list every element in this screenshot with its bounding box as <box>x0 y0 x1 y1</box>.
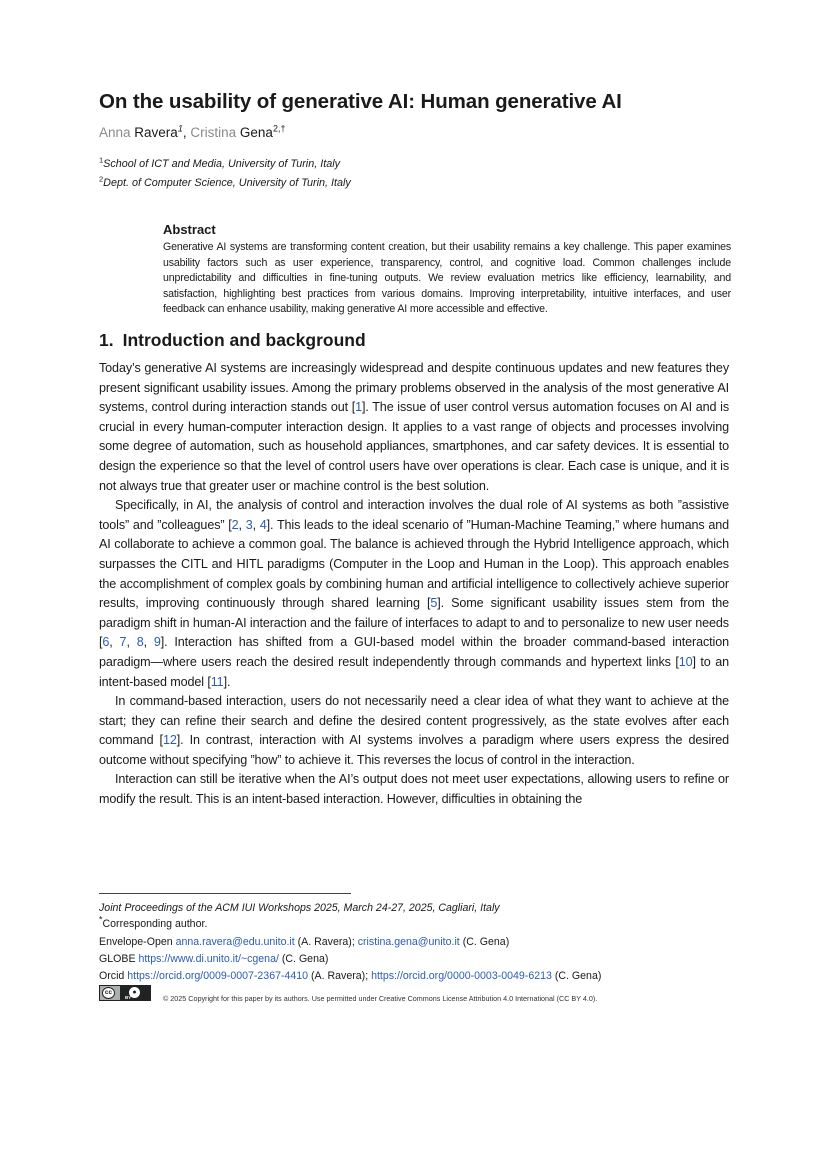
citation-link[interactable]: 6 <box>102 635 110 650</box>
orcid-link-gena[interactable]: https://orcid.org/0000-0003-0049-6213 <box>371 970 552 982</box>
paragraph-text-run: , <box>143 635 154 650</box>
paper-title: On the usability of generative AI: Human generative AI <box>99 90 622 113</box>
affiliation-2-mark: 2 <box>99 174 104 184</box>
citation-link[interactable]: 11 <box>210 674 224 689</box>
orcid-link-ravera[interactable]: https://orcid.org/0009-0007-2367-4410 <box>127 970 309 982</box>
author-2 <box>190 125 285 140</box>
footnote-corresponding <box>99 914 208 931</box>
paragraph-text-run: , <box>238 517 246 532</box>
citation-link[interactable]: 1 <box>355 400 362 415</box>
footnote-orcid <box>99 969 601 983</box>
citation-link[interactable]: 8 <box>136 635 144 650</box>
globe-icon: GLOBE <box>99 953 136 965</box>
body-paragraph <box>99 692 729 770</box>
abstract-text: Generative AI systems are transforming content creation, but their usability remains a key challenge. This paper examines usability factors such as user experience, transparency, control, and cognitive load. Common challenges include unpredictability and difficulties in fine-tuning outputs. We review evaluation metrics like efficiency, learnability, and satisfaction, highlighting best practices from various domains. Improving interpretability, intuitive interfaces, and user feedback can enhance usability, making generative AI more accessible and effective. <box>163 241 731 316</box>
author-2-affil-mark: 2,† <box>272 123 286 134</box>
paragraph-text-run: ]. The issue of user control versus automation focuses on AI and is crucial in every human-computer interaction design. It applies to a vast range of objects and processes involving some degree of automation, such as household appliances, smartphones, and car safety devices. It is essential to design the experience so that the level of control users have over operations is clear. Each case is unique, and it is not always true that greater user or machine control is the best solution. <box>99 400 729 493</box>
email-link-gena[interactable]: cristina.gena@unito.it <box>357 936 460 948</box>
email-link-ravera[interactable]: anna.ravera@edu.unito.it <box>175 936 295 948</box>
paragraph-text-run: ]. This leads to the ideal scenario of ”Human-Machine Teaming,” where humans and AI collaborate to achieve a common goal. The balance is achieved through the Hybrid Intelligence approach, which surpasses the CITL and HITL paradigms (Computer in the Loop and Human in the Loop). This approach enables the accomplishment of complex goals by combining human and artificial intelligence to collectively achieve superior results, improving continuously through shared learning [ <box>99 517 730 611</box>
paragraph-text-run: ]. In contrast, interaction with AI systems involves a paradigm where users express the desired outcome without specifying ”how” to achieve it. This reverses the locus of control in the interaction. <box>99 733 730 767</box>
citation-link[interactable]: 2 <box>231 517 239 532</box>
author-2-last-name: Gena <box>239 125 273 140</box>
citation-link[interactable]: 5 <box>430 596 438 611</box>
citation-link[interactable]: 3 <box>245 517 253 532</box>
section-title: Introduction and background <box>122 330 366 350</box>
cc-attribution-person-icon: ● <box>129 987 140 998</box>
orcid-icon: Orcid <box>99 970 125 982</box>
website-link[interactable]: https://www.di.unito.it/~cgena/ <box>138 953 279 965</box>
corresponding-mark: * <box>99 914 103 925</box>
envelope-open-icon: Envelope-Open <box>99 936 173 948</box>
footnote-rule <box>99 893 351 894</box>
paragraph-text-run: ] to an intent-based model [ <box>99 654 729 689</box>
footnote-website <box>99 952 328 966</box>
email-ravera-attribution: (A. Ravera); <box>297 936 355 948</box>
citation-link[interactable]: 4 <box>259 517 267 532</box>
author-separator: , <box>182 125 187 140</box>
cc-by-label: BY <box>125 995 132 1000</box>
paragraph-text-run: Specifically, in AI, the analysis of control and interaction involves the dual role of AI systems as both ”assistive tools” and ”colleagues” [ <box>99 498 729 532</box>
affiliation-1-mark: 1 <box>99 155 104 165</box>
affiliation-1-text: School of ICT and Media, University of Turin, Italy <box>103 158 340 170</box>
citation-link[interactable]: 12 <box>162 733 177 748</box>
author-list <box>99 124 285 142</box>
author-2-first-name: Cristina <box>190 125 237 140</box>
affiliation-2 <box>99 176 351 190</box>
body-paragraph <box>99 359 729 496</box>
cc-by-badge-icon <box>99 985 151 1001</box>
body-paragraph <box>99 496 729 692</box>
corresponding-text: Corresponding author. <box>102 918 208 930</box>
author-1-last-name: Ravera <box>134 125 178 140</box>
paragraph-text-run: , <box>126 635 137 650</box>
cc-logo-icon: cc <box>102 987 115 999</box>
license-text: © 2025 Copyright for this paper by its authors. Use permitted under Creative Commons License Attribution 4.0 International (CC BY 4.0). <box>163 994 598 1003</box>
email-gena-attribution: (C. Gena) <box>462 936 510 948</box>
paragraph-text-run: In command-based interaction, users do not necessarily need a clear idea of what they want to achieve at the start; they can refine their search and define the desired content progressively, as the state evolves after each command [ <box>99 694 729 748</box>
citation-link[interactable]: 9 <box>153 635 161 650</box>
paragraph-text-run: , <box>109 635 120 650</box>
paragraph-text-run: ]. <box>223 674 231 689</box>
paragraph-text-run: , <box>252 517 260 532</box>
license-row <box>99 985 739 1003</box>
paragraph-text-run: ]. Interaction has shifted from a GUI-based model within the broader command-based interaction paradigm—where users reach the desired result independently through commands and hypertext links [ <box>99 635 730 669</box>
abstract-block <box>163 221 731 318</box>
paragraph-text-run: Today’s generative AI systems are increasingly widespread and despite continuous updates and new features they present significant usability issues. Among the primary problems observed in the analysis of the most generative AI systems, control during interaction stands out [ <box>99 361 729 415</box>
author-1-affil-mark: 1 <box>177 123 183 134</box>
footnote-emails <box>99 935 509 949</box>
abstract-heading: Abstract <box>163 222 216 237</box>
paragraph-text-run: ]. Some significant usability issues stem from the paradigm shift in human-AI interaction and the failure of interfaces to adapt to and to personalize to new user needs [ <box>99 596 729 650</box>
citation-link[interactable]: 7 <box>119 635 127 650</box>
orcid-ravera-attribution: (A. Ravera); <box>311 970 369 982</box>
affiliation-1 <box>99 157 340 171</box>
paragraph-text-run: Interaction can still be iterative when the AI’s output does not meet user expectations, allowing users to refine or modify the result. This is an intent-based interaction. However, difficulties in obtaining the <box>99 772 729 807</box>
orcid-gena-attribution: (C. Gena) <box>554 970 602 982</box>
author-1 <box>99 125 183 140</box>
section-number: 1. <box>99 330 114 350</box>
affiliation-2-text: Dept. of Computer Science, University of Turin, Italy <box>103 177 351 189</box>
body-paragraph <box>99 770 729 809</box>
body-text <box>99 359 729 810</box>
footnote-proceedings: Joint Proceedings of the ACM IUI Workshops 2025, March 24-27, 2025, Cagliari, Italy <box>99 902 500 914</box>
author-1-first-name: Anna <box>99 125 131 140</box>
website-attribution: (C. Gena) <box>281 953 329 965</box>
section-heading <box>99 329 366 351</box>
citation-link[interactable]: 10 <box>678 654 693 669</box>
